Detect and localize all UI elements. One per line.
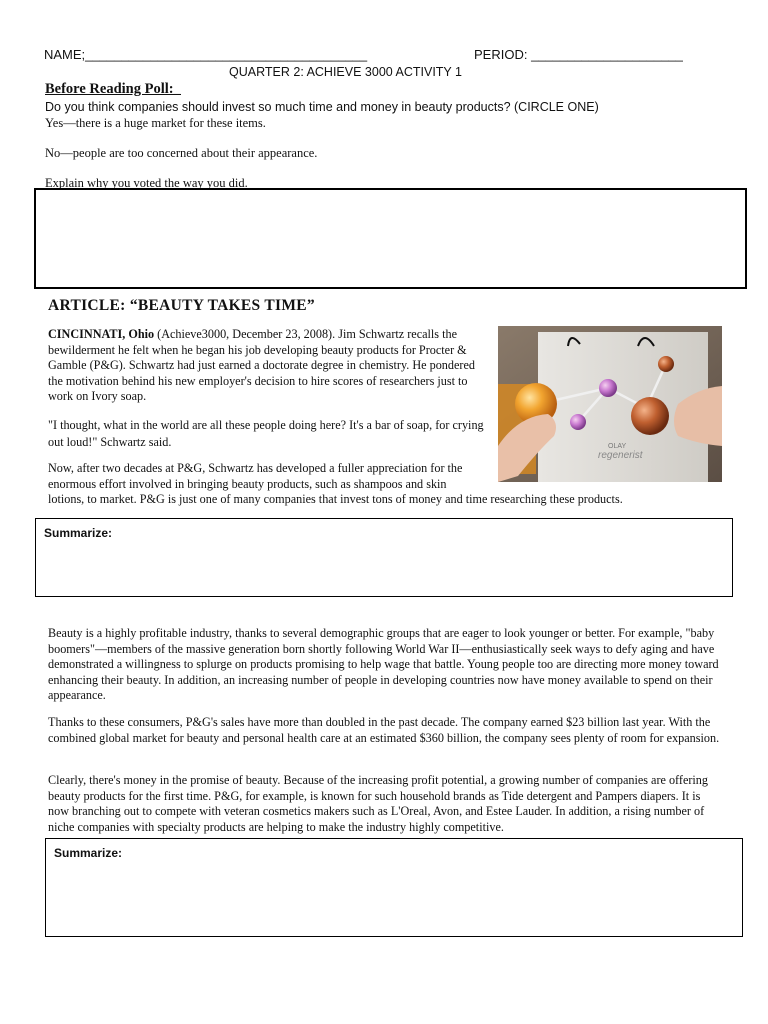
- explain-answer-box[interactable]: [34, 188, 747, 289]
- summarize-label-1: Summarize:: [44, 526, 113, 540]
- article-paragraph-2: "I thought, what in the world are all these people doing here? It's a bar of soap, for crying out loud!" Schwartz said.: [48, 418, 484, 449]
- dateline: CINCINNATI, Ohio: [48, 327, 155, 341]
- poll-question: Do you think companies should invest so much time and money in beauty products? (CIRCLE ONE): [45, 100, 599, 114]
- article-paragraph-1: [48, 327, 488, 405]
- molecule-ball-brown: [631, 397, 669, 435]
- article-paragraph-4: Beauty is a highly profitable industry, thanks to several demographic groups that are eager to look younger or better. For example, "baby boomers"—members of the massive generation born shortly following World War II—enthusiastically seek ways to defy aging and have demonstrated a willingness to splurge on products promising to help wage that battle. Young people too are directing more money toward enhancing their beauty. In addition, an increasing number of people in developing countries now have money available to spend on their appearance.: [48, 626, 719, 703]
- poll-option-no[interactable]: No—people are too concerned about their appearance.: [45, 146, 318, 160]
- article-paragraph-6: Clearly, there's money in the promise of beauty. Because of the increasing profit potential, a growing number of companies are offering beauty products for the first time. P&G, for example, is known for such household brands as Tide detergent and Pampers diapers. It is now branching out to compete with veteran cosmetics makers such as L'Oreal, Avon, and Estee Lauder. In addition, a rising number of niche companies with specialty products are helping to make the industry highly competitive.: [48, 773, 708, 834]
- summarize-label-2: Summarize:: [54, 846, 123, 860]
- molecule-ball-pink-small: [570, 414, 586, 430]
- paragraph-3-line-1: Now, after two decades at P&G, Schwartz has developed a fuller appreciation for the: [48, 461, 463, 475]
- name-field-label: NAME;_______________________________________: [44, 47, 368, 62]
- period-field-label: PERIOD: _____________________: [474, 47, 683, 62]
- summarize-box-1[interactable]: [35, 518, 733, 597]
- bag-product-text: regenerist: [598, 450, 643, 461]
- molecule-model-illustration: [498, 326, 722, 482]
- article-paragraph-5: Thanks to these consumers, P&G's sales have more than doubled in the past decade. The company earned $23 billion last year. With the combined global market for beauty and personal health care at an estimated $360 billion, the company sees plenty of room for expansion.: [48, 715, 720, 745]
- paragraph-1-text: (Achieve3000, December 23, 2008). Jim Schwartz recalls the bewilderment he felt when he began his job developing beauty products for Procter & Gamble (P&G). Schwartz had just earned a doctorate degree in chemistry. He pondered the motivation behind his new employer's decision to hire scores of researchers just to work on Ivory soap.: [48, 327, 475, 404]
- summarize-box-2[interactable]: [45, 838, 743, 937]
- bag-brand-text: OLAY: [608, 443, 627, 450]
- molecule-ball-red: [658, 356, 674, 372]
- activity-title: QUARTER 2: ACHIEVE 3000 ACTIVITY 1: [229, 65, 462, 79]
- molecule-ball-pink: [599, 379, 617, 397]
- article-title: ARTICLE: “BEAUTY TAKES TIME”: [48, 297, 315, 314]
- paragraph-3-line-2: enormous effort involved in bringing beauty products, such as shampoos and skin: [48, 476, 447, 491]
- poll-option-yes[interactable]: Yes—there is a huge market for these items.: [45, 116, 266, 130]
- poll-title: Before Reading Poll:_: [45, 81, 181, 97]
- article-photo: [498, 326, 722, 482]
- paragraph-3-line-3: lotions, to market. P&G is just one of many companies that invest tons of money and time researching these products.: [48, 492, 623, 507]
- poll-explain-prompt: Explain why you voted the way you did.: [45, 176, 248, 190]
